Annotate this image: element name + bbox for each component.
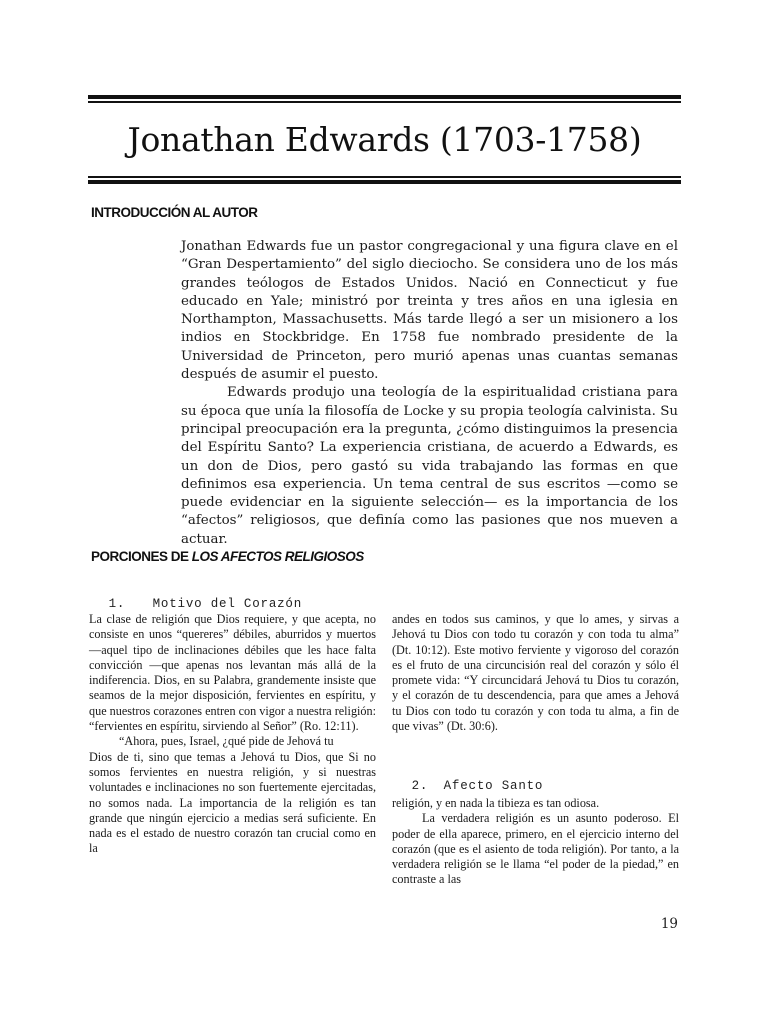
portions-heading: [91, 549, 364, 564]
intro-paragraph: Jonathan Edwards fue un pastor congregacional y una figura clave en el “Gran Despertamiento” del siglo dieciocho. Se considera uno de los más grandes teólogos de Estados Unidos. Nació en Connecticut y fue educado en Yale; ministró por treinta y tres años en una iglesia en Northampton, Massachusetts. Más tarde llegó a ser un misionero a los indios en Stockbridge. En 1758 fue nombrado presidente de la Universidad de Princeton, pero murió apenas unas cuantas semanas después de asumir el puesto.: [181, 239, 678, 383]
title-rule-thick: [88, 180, 681, 184]
right-column-bottom: [392, 796, 679, 888]
column-paragraph: andes en todos sus caminos, y que lo ames, y sirvas a Jehová tu Dios con todo tu corazón y con toda tu alma” (Dt. 10:12). Este motivo ferviente y vigoroso del corazón es el fruto de una circuncisión real del corazón y sólo él promete vida: “Y circuncidará Jehová tu Dios tu corazón, y el corazón de tu descendencia, para que ames a Jehová tu Dios con todo tu corazón y con toda tu alma, a fin de que vivas” (Dt. 30:6).: [392, 612, 679, 734]
subsection-heading-1: [92, 583, 302, 611]
left-column: [89, 612, 376, 857]
top-rule-thin: [88, 101, 681, 103]
intro-heading: INTRODUCCIÓN AL AUTOR: [91, 205, 258, 220]
intro-paragraph: Edwards produjo una teología de la espiritualidad cristiana para su época que unía la filosofía de Locke y su propia teología calvinista. Su principal preocupación era la pregunta, ¿cómo distinguimos la presencia del Espíritu Santo? La experiencia cristiana, de acuerdo a Edwards, es un don de Dios, pero gastó su vida trabajando las formas en que definimos esa experiencia. Un tema central de sus escritos —como se puede evidenciar en la siguiente selección— es la importancia de los “afectos” religiosos, que definía como las pasiones que nos mueven a actuar.: [181, 385, 678, 547]
subsection-heading-2: [395, 765, 543, 793]
intro-body: [181, 238, 678, 549]
subsection-number: 2.: [411, 779, 429, 793]
title-rule-thin: [88, 176, 681, 178]
column-paragraph: La clase de religión que Dios requiere, y que acepta, no consiste en unos “quereres” débiles, aburridos y muertos —aquel tipo de inclinaciones débiles que les hace falta convicción —que apenas nos levantan más allá de la indiferencia. Dios, en su Palabra, grandemente insiste que seamos de la mejor disposición, fervientes en espíritu, y que nuestros corazones entren con vigor a nuestra religión: “fervientes en espíritu, sirviendo al Señor” (Ro. 12:11).: [89, 612, 376, 734]
portions-heading-prefix: PORCIONES DE: [91, 549, 192, 564]
column-paragraph: religión, y en nada la tibieza es tan odiosa.: [392, 796, 600, 810]
right-column-top: [392, 612, 679, 734]
portions-heading-book-title: LOS AFECTOS RELIGIOSOS: [191, 549, 364, 564]
page-title: Jonathan Edwards (1703-1758): [127, 120, 642, 159]
column-paragraph: La verdadera religión es un asunto poderoso. El poder de ella aparece, primero, en el ejercicio interno del corazón (que es el asiento de toda religión). Por tanto, a la verdadera religión se le llama “el poder de la piedad,” en contraste a las: [392, 811, 679, 887]
subsection-number: 1.: [108, 597, 126, 611]
top-rule-thick: [88, 95, 681, 99]
subsection-title: Motivo del Corazón: [152, 597, 303, 611]
subsection-title: Afecto Santo: [443, 779, 544, 793]
column-paragraph: Dios de ti, sino que temas a Jehová tu Dios, que Si no somos fervientes en nuestra religión, y si nuestras voluntades e inclinaciones no son fuertemente ejercitadas, no somos nada. La importancia de la religión es tan grande que ningún ejercicio a medias será suficiente. En nada es el estado de nuestro corazón tan crucial como en la: [89, 749, 376, 856]
column-paragraph: “Ahora, pues, Israel, ¿qué pide de Jehová tu: [119, 734, 334, 749]
page-number: 19: [660, 916, 678, 932]
